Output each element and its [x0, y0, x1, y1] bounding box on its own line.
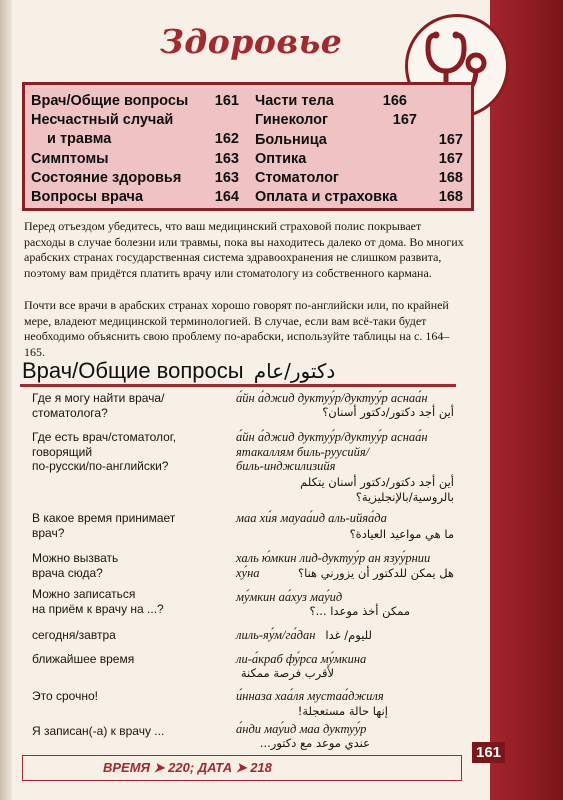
toc-page: 166: [382, 93, 407, 109]
toc-page: 167: [438, 151, 463, 167]
phrase-arabic: ما هي مواعيد العيادة؟: [349, 527, 454, 541]
phrase-arabic: أين أجد دكتور/دكتور أسنان يتكلم بالروسية/بالإنجليزية؟: [300, 475, 454, 504]
page-title: Здоровье: [160, 22, 343, 61]
toc-item-symptoms[interactable]: Симптомы: [31, 151, 109, 167]
phrase-arabic: إنها حالة مستعجلة!: [297, 704, 388, 718]
toc-page: 167: [392, 112, 417, 128]
phrase-transliteration: му́мкин аа́хуз мау́ид: [236, 590, 343, 604]
toc-item-body-parts[interactable]: Части тела: [255, 93, 334, 109]
phrase-transliteration: а́йн а́джид дуктуу́р/дуктуу́р аснаа́н: [236, 391, 428, 405]
section-title-ru: Врач/Общие вопросы: [22, 358, 244, 383]
toc-item-accident[interactable]: Несчастный случай: [31, 112, 174, 128]
toc-item-optics[interactable]: Оптика: [255, 151, 307, 167]
page-number: 161: [472, 742, 505, 763]
phrase-transliteration: а́нди мау́ид маа дуктуу́р: [236, 722, 367, 736]
toc-item-condition[interactable]: Состояние здоровья: [31, 170, 182, 186]
phrase-arabic: ممكن أخذ موعدا ...؟: [309, 604, 410, 618]
toc-page: 163: [214, 170, 239, 186]
phrase-transliteration: и́нназа хаа́ля мустаа́джиля: [236, 689, 384, 703]
phrase-arabic: لليوم/ غدا: [325, 628, 372, 642]
phrase-ru: Я записан(-а) к врачу ...: [32, 724, 165, 738]
phrase-transliteration: а́йн а́джид дуктуу́р/дуктуу́р аснаа́н ятакаллям биль-руусийя/ биль-инджилизийя: [236, 430, 428, 473]
section-heading: [22, 358, 335, 384]
phrase-transliteration: ли-а́краб фу́рса му́мкина: [236, 652, 367, 666]
toc-page: 168: [438, 189, 463, 205]
toc-item-dentist[interactable]: Стоматолог: [255, 170, 339, 186]
toc-page: 167: [438, 132, 463, 148]
toc-item-doctor-questions[interactable]: Вопросы врача: [31, 189, 144, 205]
section-underline: [20, 384, 456, 387]
toc-item-doctor[interactable]: Врач/Общие вопросы: [31, 93, 189, 109]
cross-reference-text[interactable]: ВРЕМЯ ➤ 220; ДАТА ➤ 218: [103, 760, 272, 775]
page-spine-shadow: [0, 0, 12, 800]
toc-page: 168: [438, 170, 463, 186]
toc-item-hospital[interactable]: Больница: [255, 132, 327, 148]
toc-page: 163: [214, 151, 239, 167]
phrase-transliteration: маа хи́я мауаа́ид аль-ийяа́да: [236, 511, 387, 525]
phrase-transliteration: лиль-яу́м/га́дан: [236, 628, 316, 642]
phrase-arabic: عندي موعد مع دكتور...: [259, 736, 370, 750]
phrase-arabic: هل يمكن للدكتور أن يزورني هنا؟: [297, 566, 454, 580]
intro-paragraph-1: Перед отъездом убедитесь, что ваш медицинский страховой полис покрывает расходы в случае болезни или травмы, пока вы находитесь далеко от дома. Во многих арабских странах государственная система здравоохранения не слишком развита, поэтому вам придётся платить врачу или стоматологу из собственного кармана.: [24, 219, 464, 280]
phrase-ru: ближайшее время: [32, 652, 135, 666]
phrase-ru: В какое время принимает врач?: [32, 511, 176, 540]
toc-page: 164: [214, 189, 239, 205]
phrase-ru: Можно вызвать врача сюда?: [32, 551, 119, 580]
phrase-ru: Где я могу найти врача/ стоматолога?: [32, 391, 165, 420]
phrase-arabic: أين أجد دكتور/دكتور أسنان؟: [322, 405, 454, 419]
phrase-arabic: لأقرب فرصة ممكنة: [240, 666, 334, 680]
toc-item-gynecologist[interactable]: Гинеколог: [255, 112, 329, 128]
phrase-ru: Можно записаться на приём к врачу на ...?: [32, 587, 164, 616]
phrase-ru: сегодня/завтра: [32, 628, 116, 642]
phrase-ru: Это срочно!: [32, 689, 98, 703]
section-title-ar: دكتور/عام: [253, 359, 336, 383]
toc-page: 162: [214, 131, 239, 147]
contents-box: [22, 82, 474, 211]
cross-reference-box: [22, 755, 462, 781]
toc-item-payment[interactable]: Оплата и страховка: [255, 189, 398, 205]
intro-paragraph-2: Почти все врачи в арабских странах хорошо говорят по-английски или, по крайней мере, владеют медицинской терминологией. В случае, если вам всё-таки будет необходимо объяснить свою проблему по-арабски, используйте таблицы на с. 164–165.: [24, 298, 450, 359]
toc-item-injury[interactable]: и травма: [47, 131, 112, 147]
red-side-band: [490, 0, 563, 800]
phrase-ru: Где есть врач/стоматолог, говорящий по-русски/по-английски?: [32, 430, 177, 473]
toc-page: 161: [214, 93, 239, 109]
phrase-transliteration: халь ю́мкин лид-дуктуу́р ан язуу́рнии ху́на: [236, 551, 431, 580]
